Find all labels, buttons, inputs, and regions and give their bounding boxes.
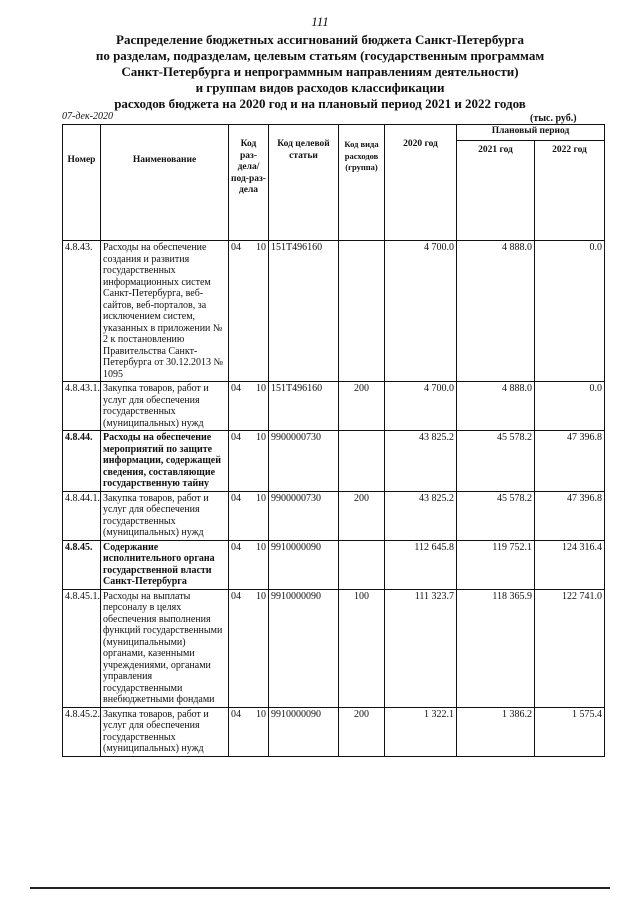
row-name: Закупка товаров, работ и услуг для обеспечения государственных (муниципальных) нужд [101,491,229,540]
row-target: 9910000090 [269,707,339,756]
document-date: 07-дек-2020 [62,111,113,122]
row-2021: 4 888.0 [457,382,535,431]
table-row [63,707,605,756]
row-name: Содержание исполнительного органа государственной власти Санкт-Петербурга [101,540,229,589]
row-razdel: 04 [231,708,241,720]
row-section [229,382,269,431]
row-expense-code [339,431,385,492]
row-podrazdel: 10 [256,492,266,504]
row-razdel: 04 [231,590,241,602]
title-line: по разделам, подразделам, целевым статьям (государственным программам [95,48,545,63]
header-section: Код раз-дела/ под-раз-дела [229,125,269,241]
row-razdel: 04 [231,541,241,553]
row-section [229,241,269,382]
document-title [60,32,580,112]
row-number: 4.8.45. [63,540,101,589]
header-number: Номер [63,125,101,241]
row-expense-code: 200 [339,382,385,431]
footer-rule [30,887,610,889]
table-row [63,540,605,589]
header-2020: 2020 год [385,125,457,241]
row-section [229,707,269,756]
row-expense-code: 100 [339,589,385,707]
row-2020: 111 323.7 [385,589,457,707]
page-number: 111 [311,14,329,29]
row-2020: 112 645.8 [385,540,457,589]
row-razdel: 04 [231,432,241,443]
row-number: 4.8.44. [63,431,101,492]
row-name: Расходы на обеспечение создания и развития государственных информационных систем Санкт-Петербурга, веб-сайтов, веб-порталов, за исключением систем, указанных в приложении № 2 к постановлению Правительства Санкт-Петербурга от 30.12.2013 № 1095 [101,241,229,382]
row-2022: 124 316.4 [535,540,605,589]
table-row [63,589,605,707]
table-row [63,491,605,540]
row-2020: 4 700.0 [385,382,457,431]
row-podrazdel: 10 [256,242,266,253]
row-section [229,491,269,540]
row-2022: 47 396.8 [535,491,605,540]
row-podrazdel: 10 [256,432,266,443]
row-expense-code: 200 [339,491,385,540]
row-2020: 43 825.2 [385,431,457,492]
row-2021: 119 752.1 [457,540,535,589]
row-target: 151Т496160 [269,382,339,431]
title-line: Санкт-Петербурга и непрограммным направлениям деятельности) [121,64,519,79]
row-2022: 1 575.4 [535,707,605,756]
row-2022: 47 396.8 [535,431,605,492]
row-2022: 0.0 [535,382,605,431]
row-expense-code [339,540,385,589]
row-name: Расходы на обеспечение мероприятий по защите информации, содержащей сведения, составляющие государственную тайну [101,431,229,492]
header-name: Наименование [101,125,229,241]
row-name: Расходы на выплаты персоналу в целях обеспечения выполнения функций государственными (муниципальными) органами, казенными учреждениями, органами управления государственными внебюджетными фондами [101,589,229,707]
row-number: 4.8.45.2. [63,707,101,756]
row-podrazdel: 10 [256,708,266,720]
budget-table [62,124,605,757]
row-target: 9910000090 [269,540,339,589]
row-2021: 45 578.2 [457,491,535,540]
title-line: и группам видов расходов классификации [195,80,445,95]
row-number: 4.8.45.1. [63,589,101,707]
row-podrazdel: 10 [256,383,266,394]
units-label: (тыс. руб.) [530,113,577,124]
table-row [63,382,605,431]
row-2022: 0.0 [535,241,605,382]
table-row [63,241,605,382]
title-line: расходов бюджета на 2020 год и на плановый период 2021 и 2022 годов [114,96,526,111]
row-razdel: 04 [231,242,241,253]
row-razdel: 04 [231,492,241,504]
title-line: Распределение бюджетных ассигнований бюджета Санкт-Петербурга [116,32,524,47]
row-target: 151Т496160 [269,241,339,382]
row-expense-code [339,241,385,382]
header-2022: 2022 год [535,141,605,241]
row-target: 9900000730 [269,431,339,492]
row-2020: 1 322.1 [385,707,457,756]
row-razdel: 04 [231,383,241,394]
row-target: 9910000090 [269,589,339,707]
row-2021: 1 386.2 [457,707,535,756]
row-name: Закупка товаров, работ и услуг для обеспечения государственных (муниципальных) нужд [101,382,229,431]
row-podrazdel: 10 [256,541,266,553]
row-2022: 122 741.0 [535,589,605,707]
row-section [229,540,269,589]
row-section [229,589,269,707]
row-podrazdel: 10 [256,590,266,602]
table-row [63,431,605,492]
row-name: Закупка товаров, работ и услуг для обеспечения государственных (муниципальных) нужд [101,707,229,756]
header-target: Код целевой статьи [269,125,339,241]
row-number: 4.8.43.1. [63,382,101,431]
row-expense-code: 200 [339,707,385,756]
row-number: 4.8.44.1. [63,491,101,540]
header-plan: Плановый период [457,125,605,141]
row-2020: 4 700.0 [385,241,457,382]
row-target: 9900000730 [269,491,339,540]
row-number: 4.8.43. [63,241,101,382]
row-section [229,431,269,492]
header-2021: 2021 год [457,141,535,241]
row-2021: 45 578.2 [457,431,535,492]
row-2021: 118 365.9 [457,589,535,707]
row-2021: 4 888.0 [457,241,535,382]
row-2020: 43 825.2 [385,491,457,540]
header-expense: Код вида расходов (группа) [339,125,385,241]
